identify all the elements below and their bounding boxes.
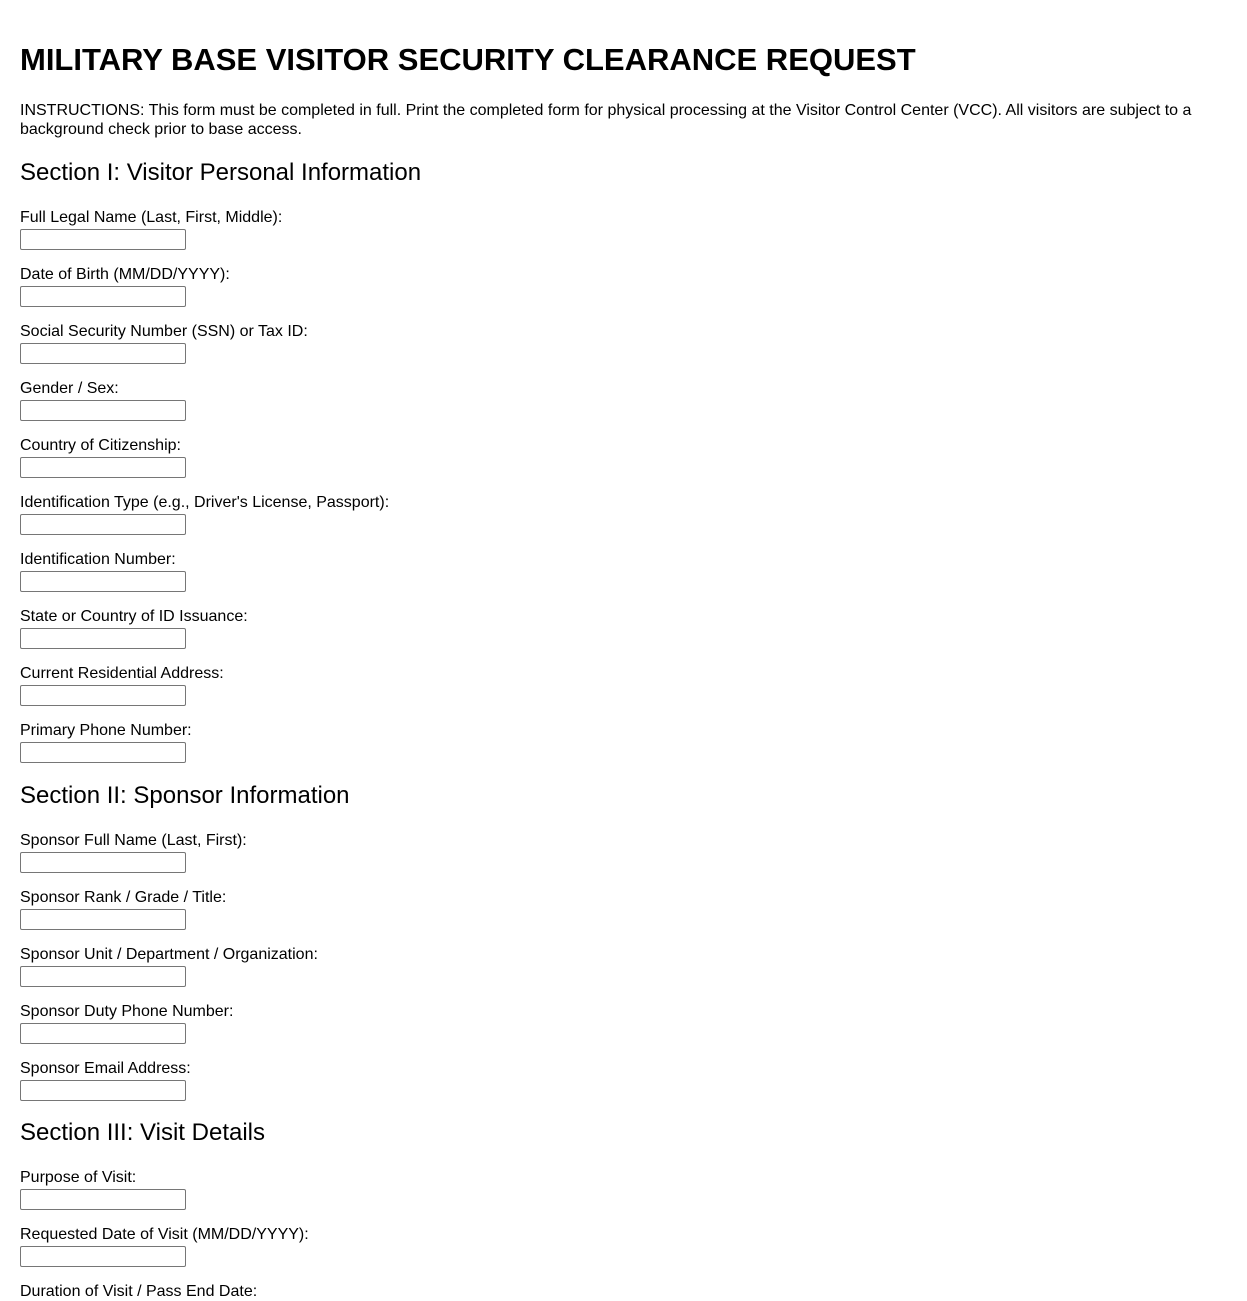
purpose-of-visit-input[interactable] (20, 1189, 186, 1210)
field-sponsor-rank (20, 888, 820, 940)
sponsor-duty-phone-label: Sponsor Duty Phone Number: (20, 1003, 234, 1020)
section-heading-visit-details: Section III: Visit Details (20, 1119, 265, 1146)
sponsor-email-label: Sponsor Email Address: (20, 1060, 191, 1077)
purpose-of-visit-label: Purpose of Visit: (20, 1169, 137, 1186)
form-title: MILITARY BASE VISITOR SECURITY CLEARANCE REQUEST (20, 42, 916, 77)
identification-type-label: Identification Type (e.g., Driver's License, Passport): (20, 494, 390, 511)
residential-address-input[interactable] (20, 685, 186, 706)
field-id-issuance (20, 607, 820, 659)
sponsor-full-name-input[interactable] (20, 852, 186, 873)
gender-sex-input[interactable] (20, 400, 186, 421)
residential-address-label: Current Residential Address: (20, 665, 224, 682)
field-requested-date (20, 1225, 820, 1277)
section-heading-sponsor-information: Section II: Sponsor Information (20, 782, 350, 809)
field-primary-phone (20, 721, 820, 773)
gender-sex-label: Gender / Sex: (20, 380, 119, 397)
field-gender-sex (20, 379, 820, 431)
field-date-of-birth (20, 265, 820, 317)
sponsor-rank-input[interactable] (20, 909, 186, 930)
field-sponsor-email (20, 1059, 820, 1111)
ssn-tax-id-input[interactable] (20, 343, 186, 364)
date-of-birth-input[interactable] (20, 286, 186, 307)
field-visit-duration (20, 1282, 820, 1300)
primary-phone-label: Primary Phone Number: (20, 722, 192, 739)
identification-type-input[interactable] (20, 514, 186, 535)
identification-number-input[interactable] (20, 571, 186, 592)
field-identification-type (20, 493, 820, 545)
sponsor-unit-input[interactable] (20, 966, 186, 987)
full-legal-name-input[interactable] (20, 229, 186, 250)
section-heading-visitor-personal-information: Section I: Visitor Personal Information (20, 159, 422, 186)
sponsor-rank-label: Sponsor Rank / Grade / Title: (20, 889, 227, 906)
sponsor-unit-label: Sponsor Unit / Department / Organization: (20, 946, 318, 963)
requested-date-input[interactable] (20, 1246, 186, 1267)
field-full-legal-name (20, 208, 820, 260)
id-issuance-label: State or Country of ID Issuance: (20, 608, 248, 625)
field-sponsor-full-name (20, 831, 820, 883)
field-sponsor-unit (20, 945, 820, 997)
sponsor-email-input[interactable] (20, 1080, 186, 1101)
field-identification-number (20, 550, 820, 602)
instructions-text: INSTRUCTIONS: This form must be completed in full. Print the completed form for physical processing at the Visitor Control Center (VCC). All visitors are subject to a background check prior to base access. (20, 102, 1192, 138)
field-residential-address (20, 664, 820, 716)
primary-phone-input[interactable] (20, 742, 186, 763)
field-ssn-tax-id (20, 322, 820, 374)
requested-date-label: Requested Date of Visit (MM/DD/YYYY): (20, 1226, 309, 1243)
sponsor-duty-phone-input[interactable] (20, 1023, 186, 1044)
field-country-of-citizenship (20, 436, 820, 488)
country-of-citizenship-label: Country of Citizenship: (20, 437, 181, 454)
full-legal-name-label: Full Legal Name (Last, First, Middle): (20, 209, 283, 226)
visit-duration-label: Duration of Visit / Pass End Date: (20, 1283, 258, 1300)
field-sponsor-duty-phone (20, 1002, 820, 1054)
id-issuance-input[interactable] (20, 628, 186, 649)
country-of-citizenship-input[interactable] (20, 457, 186, 478)
field-purpose-of-visit (20, 1168, 820, 1220)
ssn-tax-id-label: Social Security Number (SSN) or Tax ID: (20, 323, 308, 340)
date-of-birth-label: Date of Birth (MM/DD/YYYY): (20, 266, 230, 283)
identification-number-label: Identification Number: (20, 551, 176, 568)
sponsor-full-name-label: Sponsor Full Name (Last, First): (20, 832, 247, 849)
